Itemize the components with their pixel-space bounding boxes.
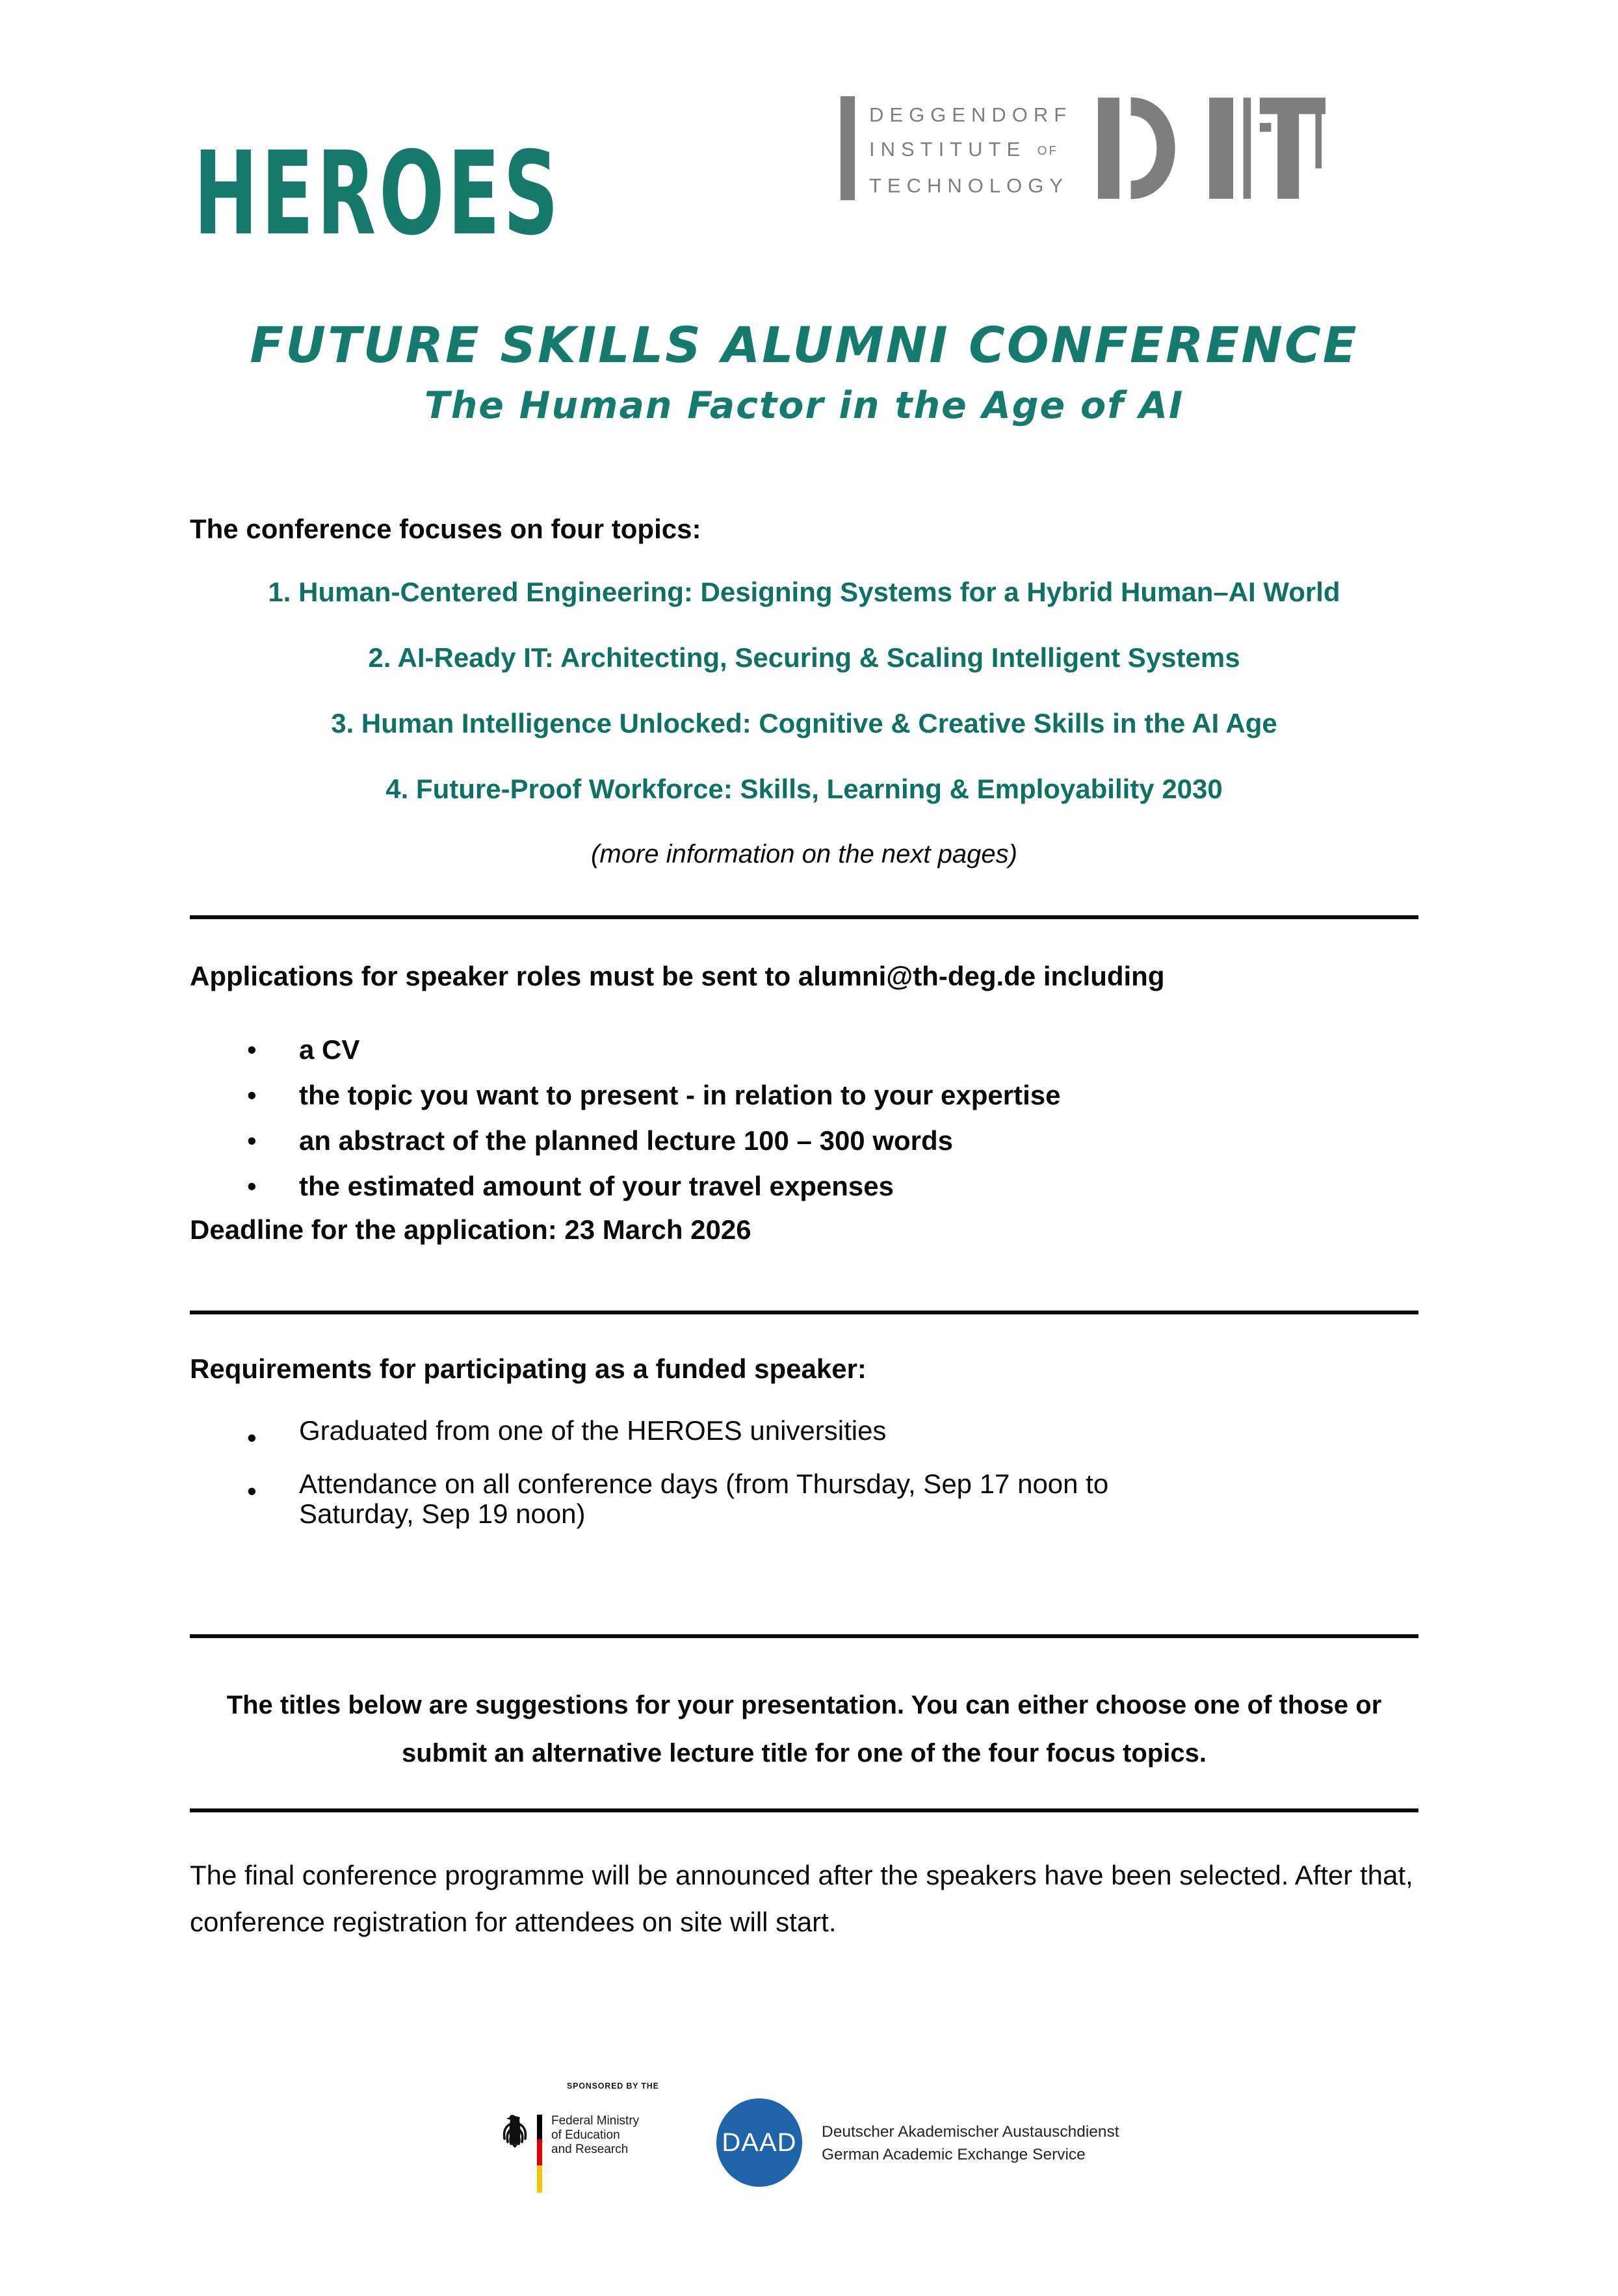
deadline-text: Deadline for the application: 23 March 2026 <box>190 1214 751 1245</box>
requirements-heading: Requirements for participating as a funded speaker: <box>190 1353 867 1384</box>
conference-title-block <box>190 316 1418 427</box>
list-item <box>247 1416 1170 1460</box>
daad-line-german: Deutscher Akademischer Austauschdienst <box>822 2123 1119 2141</box>
applications-heading: Applications for speaker roles must be sent to alumni@th-deg.de including <box>190 961 1165 991</box>
dit-logo <box>841 96 1325 200</box>
more-info-note: (more information on the next pages) <box>591 840 1017 868</box>
daad-monogram: DAAD <box>722 2128 797 2157</box>
list-item <box>247 1469 1170 1529</box>
application-item-text: a CV <box>299 1034 360 1065</box>
bullet-icon: • <box>247 1422 257 1453</box>
divider-3 <box>190 1634 1418 1638</box>
dit-logo-bar <box>841 96 855 200</box>
dit-line2: INSTITUTE OF <box>869 138 1059 161</box>
bullet-icon: • <box>247 1034 257 1065</box>
requirement-item-text: Graduated from one of the HEROES universities <box>299 1415 887 1446</box>
conference-title: FUTURE SKILLS ALUMNI CONFERENCE <box>250 316 1359 374</box>
flag-red-band <box>537 2139 542 2165</box>
divider-1 <box>190 915 1418 919</box>
dit-monogram-icon <box>1098 96 1325 200</box>
requirement-item-text: Attendance on all conference days (from Thursday, Sep 17 noon to Saturday, Sep 19 noon) <box>299 1468 1109 1529</box>
application-item-text: the topic you want to present - in relation to your expertise <box>299 1080 1061 1110</box>
ministry-line: and Research <box>551 2143 629 2156</box>
topic-item-4: 4. Future-Proof Workforce: Skills, Learning & Employability 2030 <box>385 774 1223 804</box>
topic-item-2: 2. AI-Ready IT: Architecting, Securing & Scaling Intelligent Systems <box>368 642 1240 673</box>
dit-line3: TECHNOLOGY <box>869 174 1069 197</box>
application-item-text: an abstract of the planned lecture 100 – 300 words <box>299 1125 954 1156</box>
final-programme-note: The final conference programme will be announced after the speakers have been selected. After that, conference registration for attendees on site will start. <box>190 1860 1413 1937</box>
heroes-logo: HEROES <box>194 126 562 261</box>
ministry-line: of Education <box>551 2128 620 2142</box>
bullet-icon: • <box>247 1476 257 1506</box>
list-item <box>247 1171 1061 1201</box>
bullet-icon: • <box>247 1171 257 1201</box>
list-item <box>247 1126 1061 1156</box>
german-flag-stripe <box>537 2115 542 2193</box>
dit-line2-of: OF <box>1037 144 1059 158</box>
sponsored-by-label: SPONSORED BY THE <box>567 2081 659 2091</box>
application-item-text: the estimated amount of your travel expenses <box>299 1171 894 1201</box>
list-item <box>247 1080 1061 1110</box>
dit-logo-wordmark <box>869 96 1072 200</box>
flag-black-band <box>537 2115 542 2139</box>
ministry-line: Federal Ministry <box>551 2114 640 2128</box>
flag-gold-band <box>537 2165 542 2193</box>
titles-suggestion-note: The titles below are suggestions for your presentation. You can either choose one of those or submit an alternative lecture title for one of the four focus topics. <box>226 1691 1382 1768</box>
topic-item-1: 1. Human-Centered Engineering: Designing Systems for a Hybrid Human–AI World <box>268 577 1340 607</box>
topics-list <box>190 579 1418 803</box>
requirements-list <box>190 1416 1170 1538</box>
bullet-icon: • <box>247 1125 257 1156</box>
federal-eagle-icon <box>499 2114 530 2148</box>
bullet-icon: • <box>247 1080 257 1110</box>
list-item <box>247 1035 1061 1065</box>
dit-line1: DEGGENDORF <box>869 103 1073 126</box>
daad-logo-icon <box>716 2098 802 2187</box>
divider-4 <box>190 1808 1418 1812</box>
conference-subtitle: The Human Factor in the Age of AI <box>424 384 1184 427</box>
topic-item-3: 3. Human Intelligence Unlocked: Cognitive & Creative Skills in the AI Age <box>331 708 1277 738</box>
ministry-logo-text <box>551 2114 639 2157</box>
divider-2 <box>190 1311 1418 1314</box>
intro-heading: The conference focuses on four topics: <box>190 514 701 544</box>
daad-logo-text <box>822 2120 1119 2166</box>
application-items-list <box>190 1035 1061 1217</box>
daad-line-english: German Academic Exchange Service <box>822 2146 1086 2163</box>
